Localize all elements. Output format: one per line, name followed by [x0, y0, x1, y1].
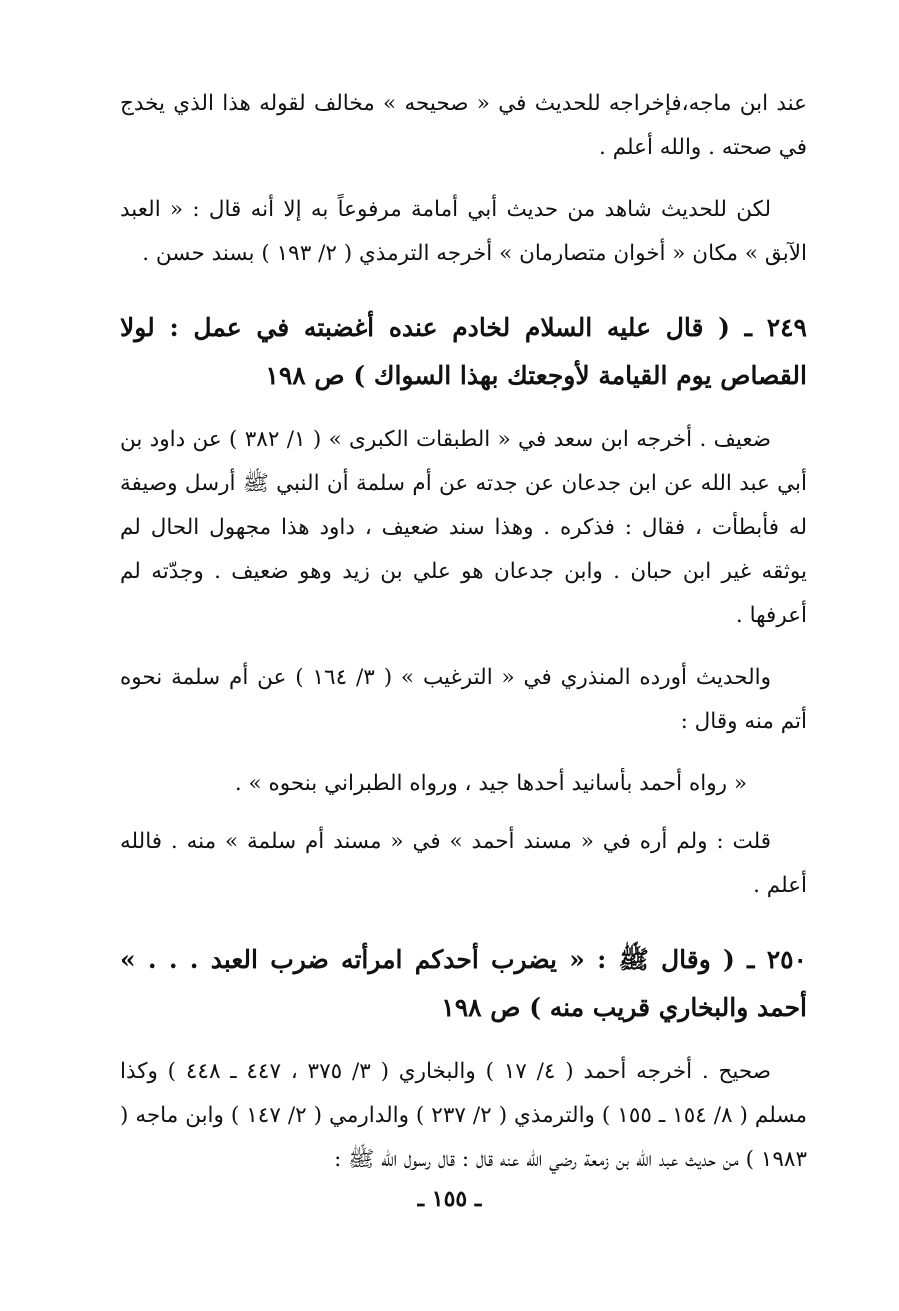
- hadith-249-quote: « رواه أحمد بأسانيد أحدها جيد ، ورواه الطبراني بنحوه » .: [234, 771, 747, 796]
- hadith-250-grading-paragraph: صحيح . أخرجه أحمد ( ٤/ ١٧ ) والبخاري ( ٣/ ٣٧٥ ، ٤٤٧ ـ ٤٤٨ ) وكذا مسلم ( ٨/ ١٥٤ ـ ١٥٥ ) والترمذي ( ٢/ ٢٣٧ ) والدارمي ( ٢/ ١٤٧ ) وابن ماجه ( ١٩٨٣ ) من حديث عبد الله بن زمعة رضي الله عنه قال : قال رسول الله ﷺ :: [120, 1059, 808, 1172]
- page-number: ـ ١٥٥ ـ: [417, 1186, 482, 1212]
- paragraph-abu-umama-witness: لكن للحديث شاهد من حديث أبي أمامة مرفوعاً به إلا أنه قال : « العبد الآبق » مكان « أخوان متصارمان » أخرجه الترمذي ( ٢/ ١٩٣ ) بسند حسن .: [120, 197, 807, 266]
- hadith-249-heading: ٢٤٩ ـ ( قال عليه السلام لخادم عنده أغضبته في عمل : لولا القصاص يوم القيامة لأوجعتك بهذا السواك ) ص ١٩٨: [120, 313, 807, 390]
- hadith-249-grading-paragraph: ضعيف . أخرجه ابن سعد في « الطبقات الكبرى » ( ١/ ٣٨٢ ) عن داود بن أبي عبد الله عن ابن جدعان عن جدته عن أم سلمة أن النبي ﷺ أرسل وصيفة له فأبطأت ، فقال : فذكره . وهذا سند ضعيف ، داود هذا مجهول الحال لم يوثقه غير ابن حبان . وابن جدعان هو علي بن زيد وهو ضعيف . وجدّته لم أعرفها .: [120, 427, 807, 628]
- hadith-249-comment-paragraph: قلت : ولم أره في « مسند أحمد » في « مسند أم سلمة » منه . فالله أعلم .: [120, 829, 807, 898]
- hadith-249-mundhiri-paragraph: والحديث أورده المنذري في « الترغيب » ( ٣/ ١٦٤ ) عن أم سلمة نحوه أتم منه وقال :: [120, 665, 807, 734]
- paragraph-ibn-majah-note: عند ابن ماجه،فإخراجه للحديث في « صحيحه » مخالف لقوله هذا الذي يخدج في صحته . والله أعلم .: [120, 91, 807, 160]
- hadith-250-heading: ٢٥٠ ـ ( وقال ﷺ : « يضرب أحدكم امرأته ضرب العبد . . . » أحمد والبخاري قريب منه ) ص ١٩٨: [120, 945, 807, 1022]
